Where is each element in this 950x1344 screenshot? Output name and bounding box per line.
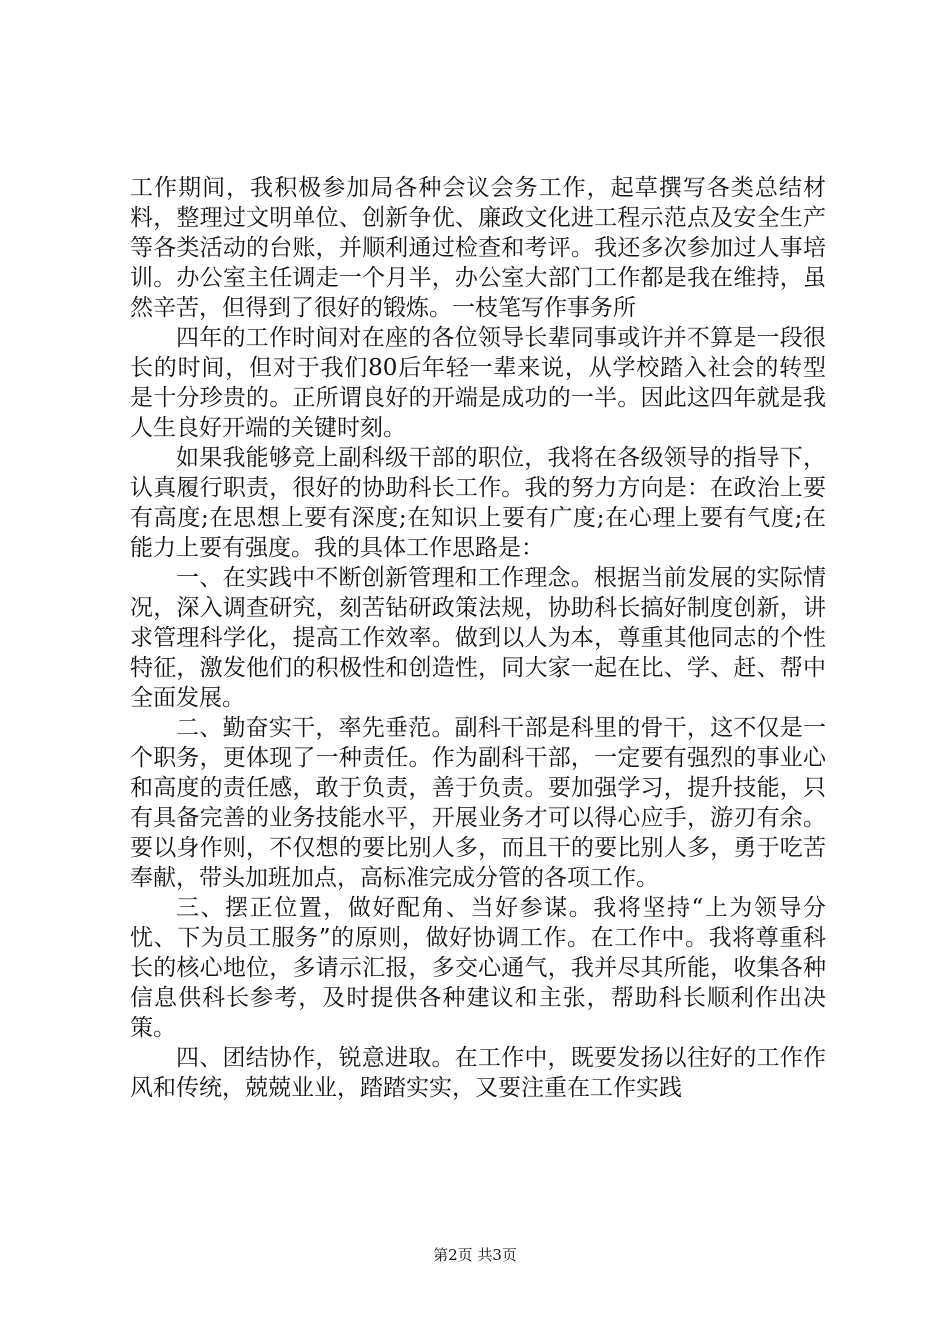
paragraph-goals: 如果我能够竞上副科级干部的职位，我将在各级领导的指导下，认真履行职责，很好的协助科长工作。我的努力方向是：在政治上要有高度;在思想上要有深度;在知识上要有广度;在心理上要有气度;在能力上要有强度。我的具体工作思路是： (130, 445, 826, 561)
paragraph-point-four: 四、团结协作，锐意进取。在工作中，既要发扬以往好的工作作风和传统，兢兢业业，踏踏实实，又要注重在工作实践 (130, 1045, 826, 1101)
page-number-label: 第2页 共3页 (433, 1246, 517, 1264)
paragraph-continuation: 工作期间，我积极参加局各种会议会务工作，起草撰写各类总结材料，整理过文明单位、创新争优、廉政文化进工程示范点及安全生产等各类活动的台账，并顺利通过检查和考评。我还多次参加过人事培训。办公室主任调走一个月半，办公室大部门工作都是我在维持，虽然辛苦，但得到了很好的锻炼。一枝笔写作事务所 (130, 175, 826, 321)
paragraph-point-two: 二、勤奋实干，率先垂范。副科干部是科里的骨干，这不仅是一个职务，更体现了一种责任。作为副科干部，一定要有强烈的事业心和高度的责任感，敢于负责，善于负责。要加强学习，提升技能，只有具备完善的业务技能水平，开展业务才可以得心应手，游刃有余。要以身作则，不仅想的要比别人多，而且干的要比别人多，勇于吃苦奉献，带头加班加点，高标准完成分管的各项工作。 (130, 715, 826, 891)
paragraph-point-three: 三、摆正位置，做好配角、当好参谋。我将坚持“上为领导分忧、下为员工服务”的原则，做好协调工作。在工作中。我将尊重科长的核心地位，多请示汇报，多交心通气，我并尽其所能，收集各种信息供科长参考，及时提供各种建议和主张，帮助科长顺利作出决策。 (130, 895, 826, 1041)
paragraph-four-years: 四年的工作时间对在座的各位领导长辈同事或许并不算是一段很长的时间，但对于我们80后年轻一辈来说，从学校踏入社会的转型是十分珍贵的。正所谓良好的开端是成功的一半。因此这四年就是我人生良好开端的关键时刻。 (130, 325, 826, 441)
paragraph-point-one: 一、在实践中不断创新管理和工作理念。根据当前发展的实际情况，深入调查研究，刻苦钻研政策法规，协助科长搞好制度创新，讲求管理科学化，提高工作效率。做到以人为本，尊重其他同志的个性特征，激发他们的积极性和创造性，同大家一起在比、学、赶、帮中全面发展。 (130, 565, 826, 711)
document-body (130, 173, 826, 1103)
page-footer (0, 1245, 950, 1265)
